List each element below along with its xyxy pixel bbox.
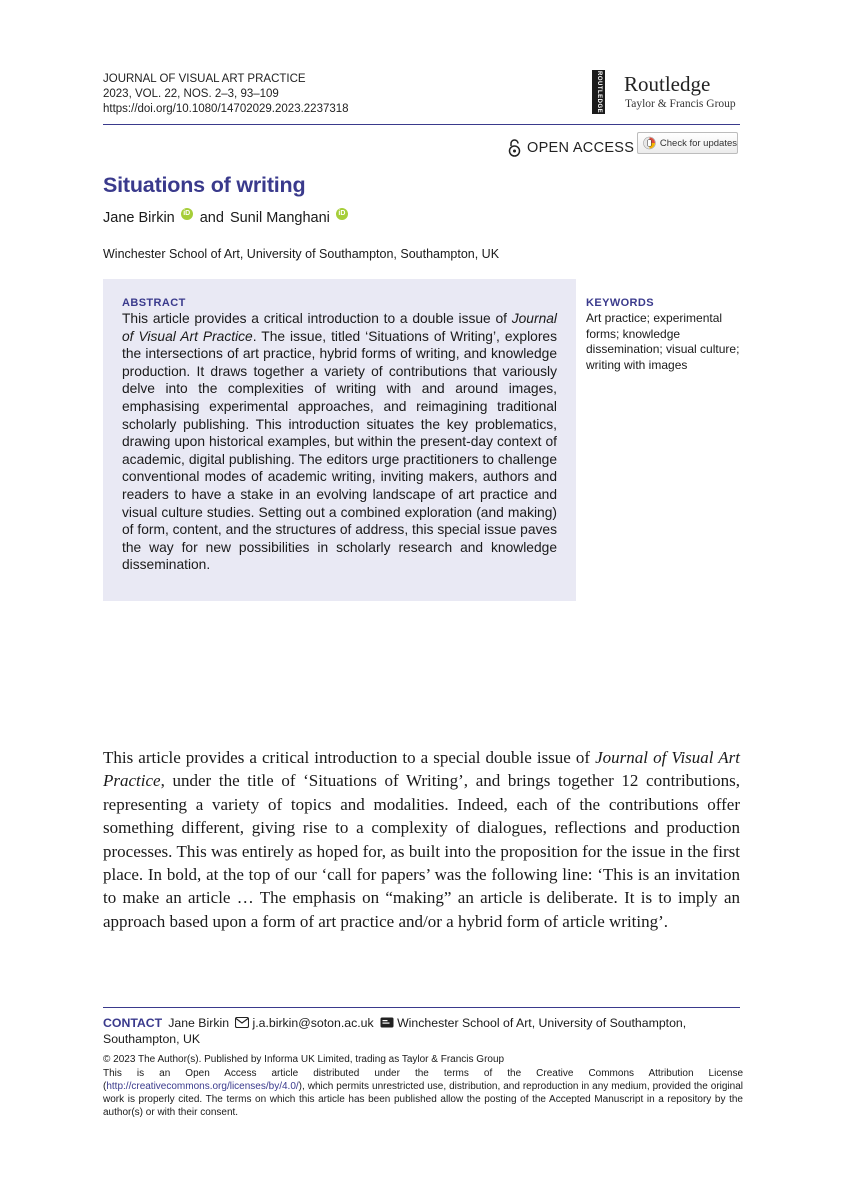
header-rule	[103, 124, 740, 125]
contact-line	[103, 1016, 743, 1047]
check-updates-label: Check for updates	[659, 137, 737, 149]
publisher-name: Routledge	[624, 72, 711, 96]
address-icon	[380, 1017, 394, 1028]
routledge-spine-icon	[592, 70, 605, 114]
author-1[interactable]: Jane Birkin	[103, 210, 175, 226]
email-icon	[235, 1017, 249, 1028]
publisher-sub: Taylor & Francis Group	[625, 98, 736, 110]
author-joiner: and	[199, 210, 224, 226]
contact-name: Jane Birkin	[168, 1016, 230, 1030]
open-lock-icon	[508, 139, 521, 157]
license-link[interactable]: http://creativecommons.org/licenses/by/4.0/	[106, 1081, 299, 1092]
copyright-line: © 2023 The Author(s). Published by Informa UK Limited, trading as Taylor & Francis Group	[103, 1054, 505, 1065]
issue-line: 2023, VOL. 22, NOS. 2–3, 93–109	[103, 88, 279, 100]
article-title: Situations of writing	[103, 173, 306, 197]
license-text-part: ), which permits unrestricted use, distribution, and reproduction in any medium, provided the original work is properly cited. The terms on which this article has been published allow the posting of the Accepted Manuscript in a repository by the author(s) or with their consent.	[103, 1081, 743, 1118]
publisher-logo	[592, 70, 742, 114]
abstract-heading: ABSTRACT	[122, 297, 186, 309]
body-text-part: , under the title of ‘Situations of Writing’, and brings together 12 contributions, representing a variety of topics and modalities. Indeed, each of the contributions offer something different, giving rise to a complexity of dialogues, reflections and production processes. This was entirely as hoped for, as built into the proposition for the issue in the first place. In bold, at the top of our ‘call for papers’ was the following line: ‘This is an invitation to make an article … The emphasis on “making” an article is deliberate. It is to imply an approach based upon a form of art practice and/or a hybrid form of article writing’.	[103, 771, 740, 931]
abstract-journal-name: Journal of Visual Art Practice	[122, 311, 557, 344]
footer-rule	[103, 1007, 740, 1008]
author-line	[103, 210, 355, 226]
author-2[interactable]: Sunil Manghani	[229, 210, 330, 226]
contact-label: CONTACT	[103, 1016, 163, 1030]
license-text-part: This is an Open Access article distributed under the terms of the Creative Commons Attribution License (	[103, 1068, 743, 1092]
orcid-icon[interactable]: iD	[336, 208, 348, 220]
abstract-text	[122, 310, 557, 574]
license-text	[103, 1067, 743, 1119]
open-access-label: OPEN ACCESS	[527, 140, 635, 156]
orcid-icon[interactable]: iD	[181, 208, 193, 220]
check-updates-icon	[643, 136, 656, 150]
keywords-text: Art practice; experimental forms; knowledge dissemination; visual culture; writing with images	[586, 311, 740, 372]
abstract-box	[103, 279, 576, 601]
body-text-part: This article provides a critical introduction to a special double issue of	[103, 748, 596, 767]
open-access-badge	[508, 138, 634, 158]
journal-name: JOURNAL OF VISUAL ART PRACTICE	[103, 73, 306, 85]
abstract-text-part: This article provides a critical introduction to a double issue of	[122, 311, 512, 326]
contact-address: Winchester School of Art, University of Southampton, Southampton, UK	[103, 1016, 687, 1046]
affiliation: Winchester School of Art, University of Southampton, Southampton, UK	[103, 247, 500, 261]
spine-text: ROUTLEDGE	[596, 71, 602, 114]
contact-email-link[interactable]: j.a.birkin@soton.ac.uk	[252, 1016, 374, 1030]
keywords-heading: KEYWORDS	[586, 297, 654, 309]
body-paragraph	[103, 746, 740, 933]
doi-link[interactable]: https://doi.org/10.1080/14702029.2023.2237318	[103, 103, 349, 115]
abstract-text-part: . The issue, titled ‘Situations of Writing’, explores the intersections of art practice, hybrid forms of writing, and knowledge production. It draws together a variety of contributions that variously delve into the complexities of writing with and around images, emphasising experimental approaches, and reimagining traditional scholarly publishing. This introduction situates the key problematics, drawing upon historical examples, but within the present-day context of academic, digital publishing. The editors urge practitioners to challenge conventional modes of academic writing, inviting makers, authors and readers to have a stake in an evolving landscape of art practice and visual culture studies. Setting out a combined exploration (and making) of form, content, and the structures of address, this special issue paves the way for new possibilities in scholarly research and knowledge dissemination.	[122, 328, 558, 573]
body-journal-name: Journal of Visual Art Practice	[103, 748, 740, 791]
check-for-updates-button[interactable]	[637, 132, 738, 154]
